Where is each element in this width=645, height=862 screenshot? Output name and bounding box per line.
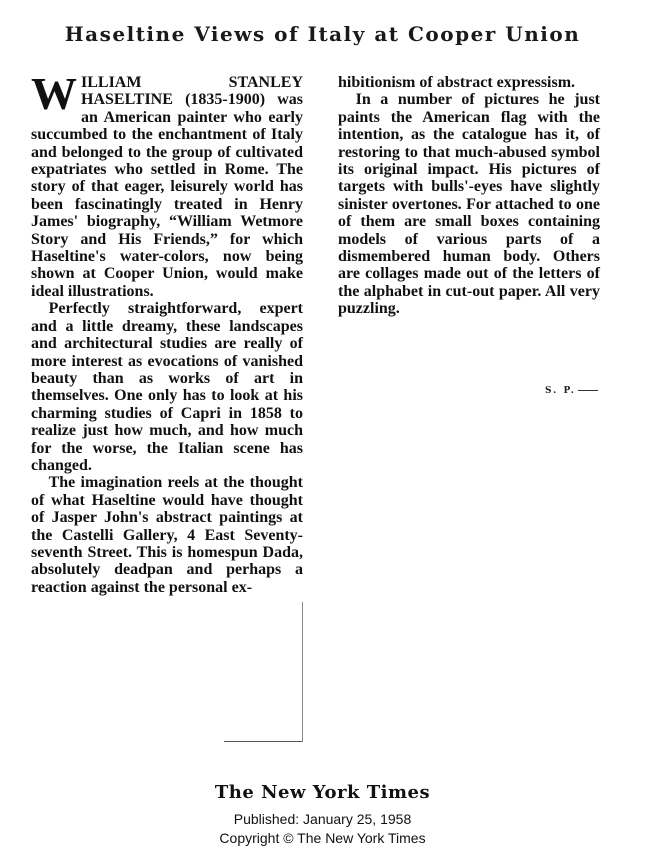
published-date: Published: January 25, 1958	[233, 811, 412, 827]
left-column	[31, 68, 303, 596]
author-initials-text: S. P.	[545, 386, 576, 396]
right-column	[338, 74, 600, 318]
nyt-masthead-logo: The New York Times	[214, 782, 431, 803]
column-divider	[302, 602, 303, 742]
paragraph-1	[31, 68, 303, 300]
article-headline: Haseltine Views of Italy at Cooper Union	[64, 22, 581, 46]
paragraph-3: The imagination reels at the thought of what Haseltine would have thought of Jasper John's abstract paintings at the Castelli Gallery, 4 East Seventy-seventh Street. This is homespun Dada, absolutely deadpan and perhaps a reaction against the personal ex-	[31, 474, 303, 596]
drop-cap: W	[31, 68, 77, 119]
paragraph-4: hibitionism of abstract expressism.	[338, 74, 576, 91]
column-end-rule	[224, 741, 302, 742]
paragraph-2: Perfectly straightforward, expert and a little dreamy, these landscapes and architectural studies are really of more interest as evocations of vanished beauty than as works of art in themselves. One only has to look at his charming studies of Capri in 1858 to realize just how much, and how much for the worse, the Italian scene has changed.	[31, 300, 303, 474]
paragraph-5: In a number of pictures he just paints the American flag with the intention, as the catalogue has it, of restoring to that much-abused symbol its original impact. His pictures of targets with bulls'-eyes have slightly sinister overtones. For attached to one of them are small boxes containing models of various parts of a dismembered human body. Others are collages made out of the letters of the alphabet in cut-out paper. All very puzzling.	[338, 91, 600, 318]
author-initials	[545, 386, 598, 396]
initials-rule	[578, 390, 598, 391]
copyright-notice: Copyright © The New York Times	[219, 830, 426, 846]
paragraph-1-text: ILLIAM STANLEY HASELTINE (1835-1900) was an American painter who early succumbed to the enchantment of Italy and belonged to the group of cultivated expatriates who settled in Rome. The story of that eager, leisurely world has been fascinatingly treated in Henry James' biography, “William Wetmore Story and His Friends,” for which Haseltine's water-colors, now being shown at Cooper Union, would make ideal illustrations.	[31, 74, 303, 300]
